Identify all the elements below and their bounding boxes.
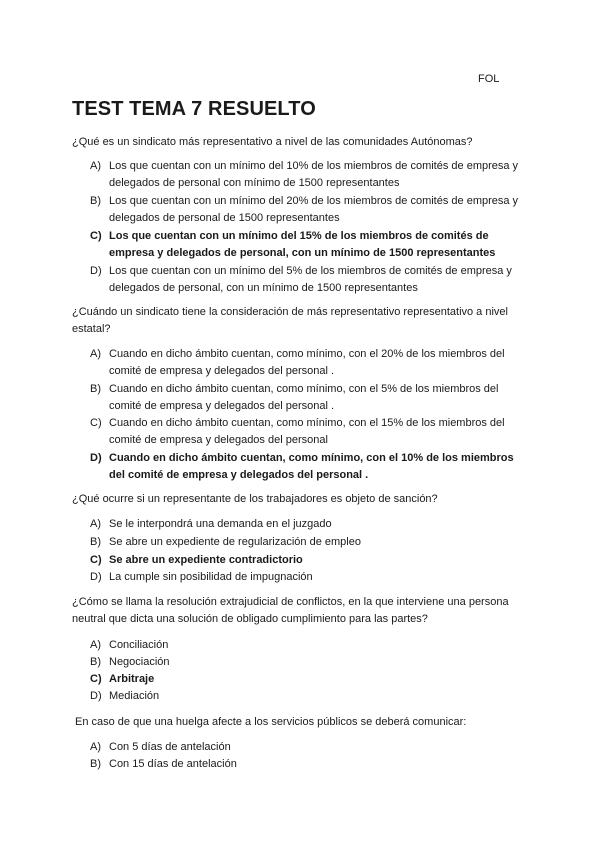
option-letter: B) [90,656,101,668]
option-text: Los que cuentan con un mínimo del 20% de los miembros de comités de empresa y delegados de personal de 1500 representantes [109,195,519,224]
option-text: Se abre un expediente contradictorio [109,554,303,566]
question-1-option-b [90,193,530,227]
option-letter: D) [90,690,102,702]
option-letter: B) [90,758,101,770]
option-letter: C) [90,673,102,685]
option-text: Cuando en dicho ámbito cuentan, como mínimo, con el 10% de los miembros del comité de empresa y delegados del personal . [109,452,514,481]
option-text: Negociación [109,656,170,668]
option-text: Con 5 días de antelación [109,741,231,753]
question-2-option-d-correct [90,450,530,484]
question-5-option-b [90,756,530,773]
header-subject-tag: FOL [478,73,500,85]
option-letter: A) [90,741,101,753]
option-letter: A) [90,348,101,360]
question-3: ¿Qué ocurre si un representante de los trabajadores es objeto de sanción? [72,493,438,505]
question-4-option-d [90,688,530,705]
option-text: Cuando en dicho ámbito cuentan, como mínimo, con el 5% de los miembros del comité de empresa y delegados del personal . [109,383,499,412]
question-4: ¿Cómo se llama la resolución extrajudicial de conflictos, en la que interviene una persona neutral que dicta una solución de obligado cumplimiento para las partes? [72,596,509,625]
option-text: Los que cuentan con un mínimo del 15% de los miembros de comités de empresa y delegados de personal, con un mínimo de 1500 representantes [109,230,496,259]
option-text: La cumple sin posibilidad de impugnación [109,571,313,583]
question-4-option-c-correct [90,671,530,688]
option-letter: A) [90,639,101,651]
option-letter: C) [90,554,102,566]
option-letter: B) [90,195,101,207]
option-text: Cuando en dicho ámbito cuentan, como mínimo, con el 15% de los miembros del comité de empresa y delegados del personal [109,417,505,446]
question-2-option-b [90,381,530,415]
option-letter: C) [90,230,102,242]
option-letter: D) [90,265,102,277]
option-letter: D) [90,452,102,464]
option-text: Los que cuentan con un mínimo del 10% de los miembros de comités de empresa y delegados de personal con mínimo de 1500 representantes [109,160,519,189]
option-text: Arbitraje [109,673,155,685]
question-2: ¿Cuándo un sindicato tiene la consideración de más representativo representativo a nivel estatal? [72,306,508,335]
option-text: Conciliación [109,639,169,651]
page-title: TEST TEMA 7 RESUELTO [72,98,316,120]
question-3-option-b [90,534,530,551]
option-letter: B) [90,536,101,548]
option-text: Mediación [109,690,160,702]
question-1-option-a [90,158,530,192]
option-text: Cuando en dicho ámbito cuentan, como mínimo, con el 20% de los miembros del comité de empresa y delegados del personal . [109,348,505,377]
question-1-option-c-correct [90,228,530,262]
question-2-option-c [90,415,530,449]
option-text: Se abre un expediente de regularización de empleo [109,536,361,548]
question-3-option-a [90,516,530,533]
question-4-option-a [90,637,530,654]
question-5: En caso de que una huelga afecte a los servicios públicos se deberá comunicar: [75,716,467,728]
option-letter: C) [90,417,102,429]
question-2-option-a [90,346,530,380]
option-letter: A) [90,160,101,172]
question-5-option-a [90,739,530,756]
option-letter: D) [90,571,102,583]
question-3-option-c-correct [90,552,530,569]
option-letter: B) [90,383,101,395]
option-text: Con 15 días de antelación [109,758,237,770]
option-text: Los que cuentan con un mínimo del 5% de los miembros de comités de empresa y delegados de personal, con un mínimo de 1500 representantes [109,265,512,294]
question-3-option-d [90,569,530,586]
question-1: ¿Qué es un sindicato más representativo a nivel de las comunidades Autónomas? [72,136,473,148]
question-1-option-d [90,263,530,297]
question-4-option-b [90,654,530,671]
option-letter: A) [90,518,101,530]
option-text: Se le interpondrá una demanda en el juzgado [109,518,332,530]
